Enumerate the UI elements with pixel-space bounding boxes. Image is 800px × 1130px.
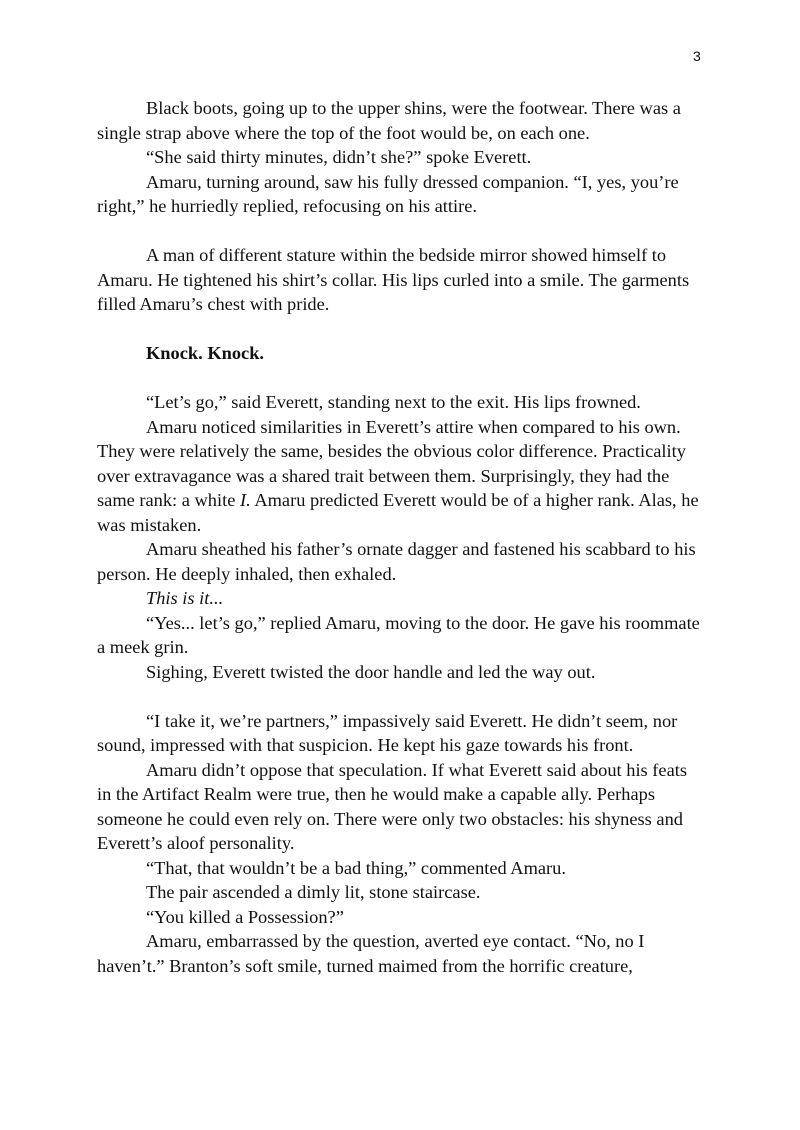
paragraph: “That, that wouldn’t be a bad thing,” commented Amaru. (146, 857, 566, 878)
paragraph-rank (97, 415, 703, 538)
paragraph: “She said thirty minutes, didn’t she?” spoke Everett. (146, 147, 532, 167)
manuscript-body (97, 96, 703, 978)
paragraph-text: Amaru predicted Everett would be of a higher rank. Alas, he was mistaken. (97, 490, 699, 535)
paragraph: Amaru sheathed his father’s ornate dagger and fastened his scabbard to his person. He deeply inhaled, then exhaled. (97, 539, 696, 584)
paragraph: “Yes... let’s go,” replied Amaru, moving to the door. He gave his roommate a meek grin. (97, 612, 700, 657)
paragraph: “Let’s go,” said Everett, standing next to the exit. His lips frowned. (146, 392, 641, 412)
paragraph: Amaru, turning around, saw his fully dressed companion. “I, yes, you’re right,” he hurriedly replied, refocusing on his attire. (97, 171, 679, 216)
paragraph: Amaru didn’t oppose that speculation. If what Everett said about his feats in the Artifact Realm were true, then he would make a capable ally. Perhaps someone he could even rely on. There were only two obstacles: his shyness and Everett’s aloof personality. (97, 759, 688, 853)
paragraph-text: Amaru noticed similarities in Everett’s attire when compared to his own. They were relatively the same, besides the obvious color difference. Practicality over extravagance was a shared trait between them. Surprisingly, they had the same rank: a white (97, 416, 686, 510)
section-break (97, 317, 703, 342)
rank-emphasis: I. (240, 490, 251, 510)
paragraph: A man of different stature within the bedside mirror showed himself to Amaru. He tightened his shirt’s collar. His lips curled into a smile. The garments filled Amaru’s chest with pride. (97, 245, 690, 314)
knock-heading: Knock. Knock. (146, 343, 265, 363)
paragraph: Sighing, Everett twisted the door handle and led the way out. (146, 661, 596, 682)
paragraph: Amaru, embarrassed by the question, averted eye contact. “No, no I haven’t.” Branton’s soft smile, turned maimed from the horrific creature, (97, 931, 645, 976)
paragraph: The pair ascended a dimly lit, stone staircase. (146, 882, 481, 902)
paragraph: “You killed a Possession?” (146, 906, 344, 927)
section-break (97, 219, 703, 244)
paragraph: Black boots, going up to the upper shins, were the footwear. There was a single strap above where the top of the foot would be, on each one. (97, 98, 681, 143)
paragraph: “I take it, we’re partners,” impassively said Everett. He didn’t seem, nor sound, impressed with that suspicion. He kept his gaze towards his front. (97, 710, 678, 755)
section-break (97, 684, 703, 709)
section-break (97, 366, 703, 391)
page-number: 3 (693, 48, 701, 64)
inner-thought: This is it... (146, 588, 224, 608)
